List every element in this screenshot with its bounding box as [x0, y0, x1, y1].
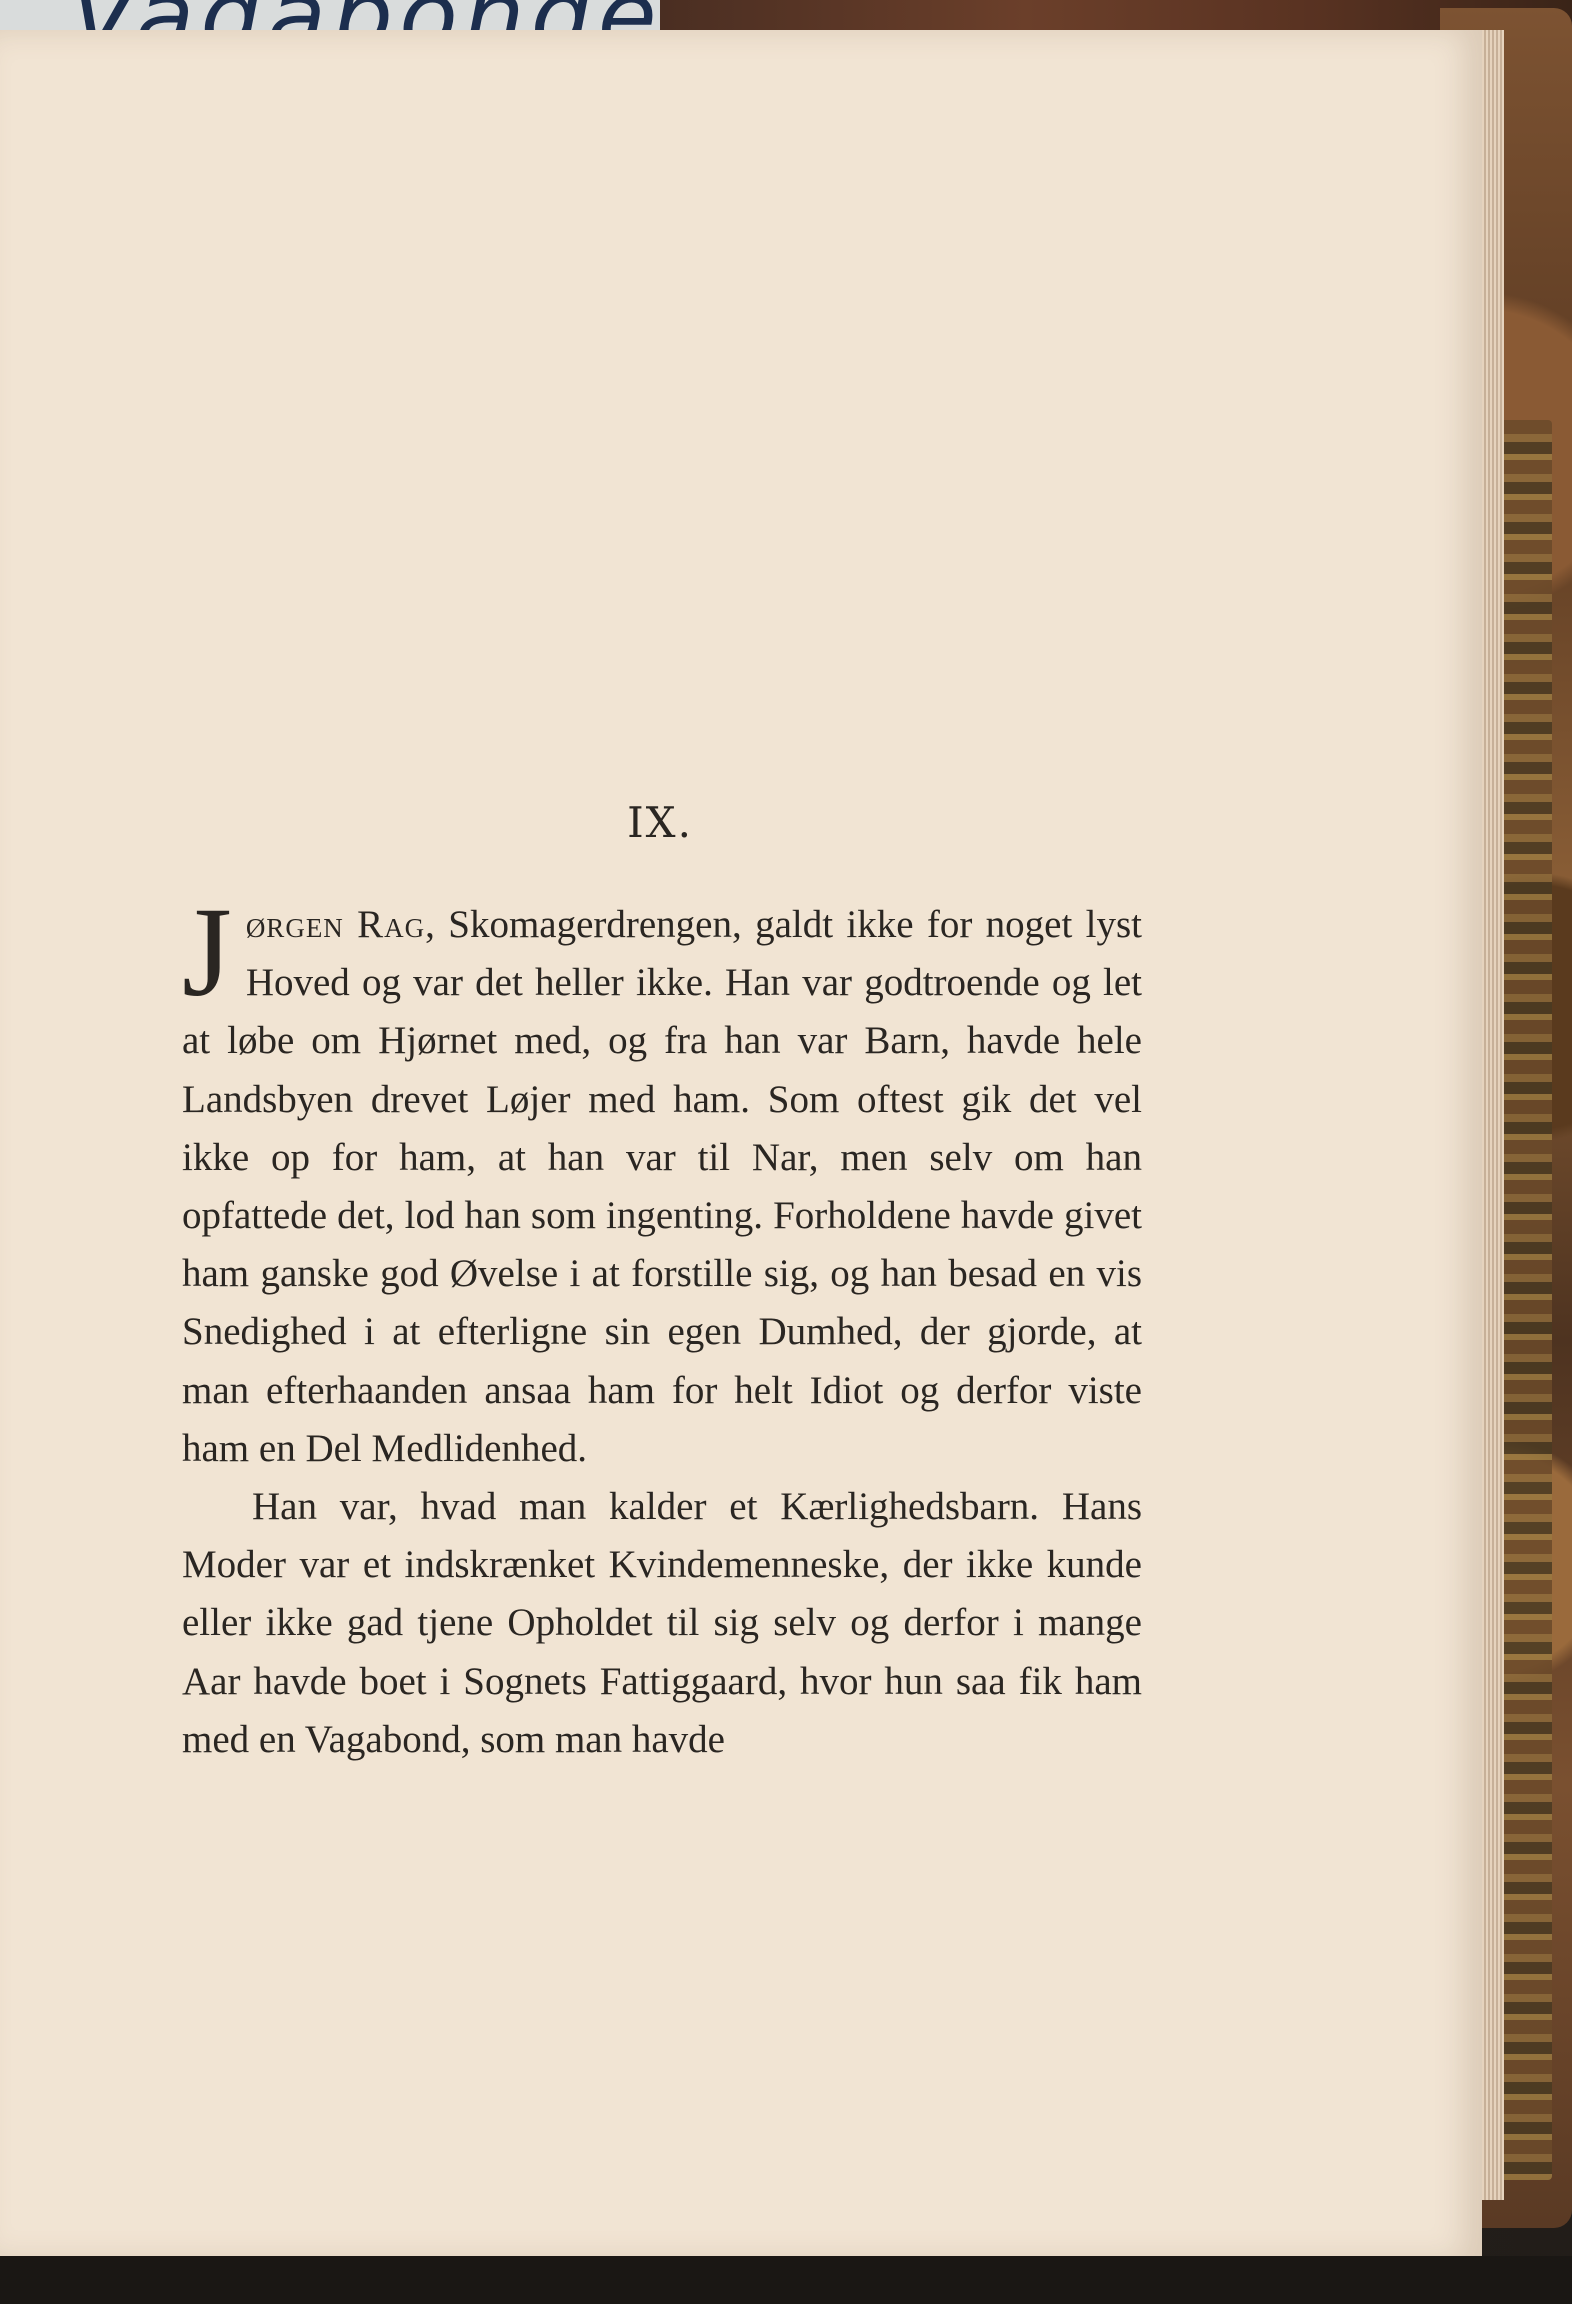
chapter-number: IX. [627, 798, 693, 847]
lead-word: ørgen [245, 903, 344, 946]
paragraph-1 [182, 881, 1143, 1478]
marbled-edge [1500, 420, 1552, 2180]
name-space [344, 903, 357, 946]
drop-cap: J [182, 881, 232, 1023]
book-page [0, 30, 1482, 2260]
paragraph-1-text: , Skomagerdrengen, galdt ikke for noget lyst Hoved og var det heller ikke. Han var godtroende og let at løbe om Hjørnet med, og fra han var Barn, havde hele Landsbyen drevet Løjer med ham. Som oftest gik det vel ikke op for ham, at han var til Nar, men selv om han opfattede det, lod han som ingenting. Forholdene havde givet ham ganske god Øvelse i at forstille sig, og han besad en vis Snedighed i at efterligne sin egen Dumhed, der gjorde, at man efterhaanden ansaa ham for helt Idiot og derfor viste ham en Del Medlidenhed. [182, 903, 1143, 1470]
paragraph-2: Han var, hvad man kalder et Kærlighedsbarn. Hans Moder var et indskrænket Kvindemenneske, der ikke kunde eller ikke gad tjene Opholdet til sig selv og derfor i mange Aar havde boet i Sognets Fattiggaard, hvor hun saa fik ham med en Vagabond, som man havde [182, 1485, 1142, 1761]
surname: Rag [357, 903, 426, 946]
body-text [182, 881, 1143, 1769]
bottom-shadow [0, 2256, 1572, 2304]
